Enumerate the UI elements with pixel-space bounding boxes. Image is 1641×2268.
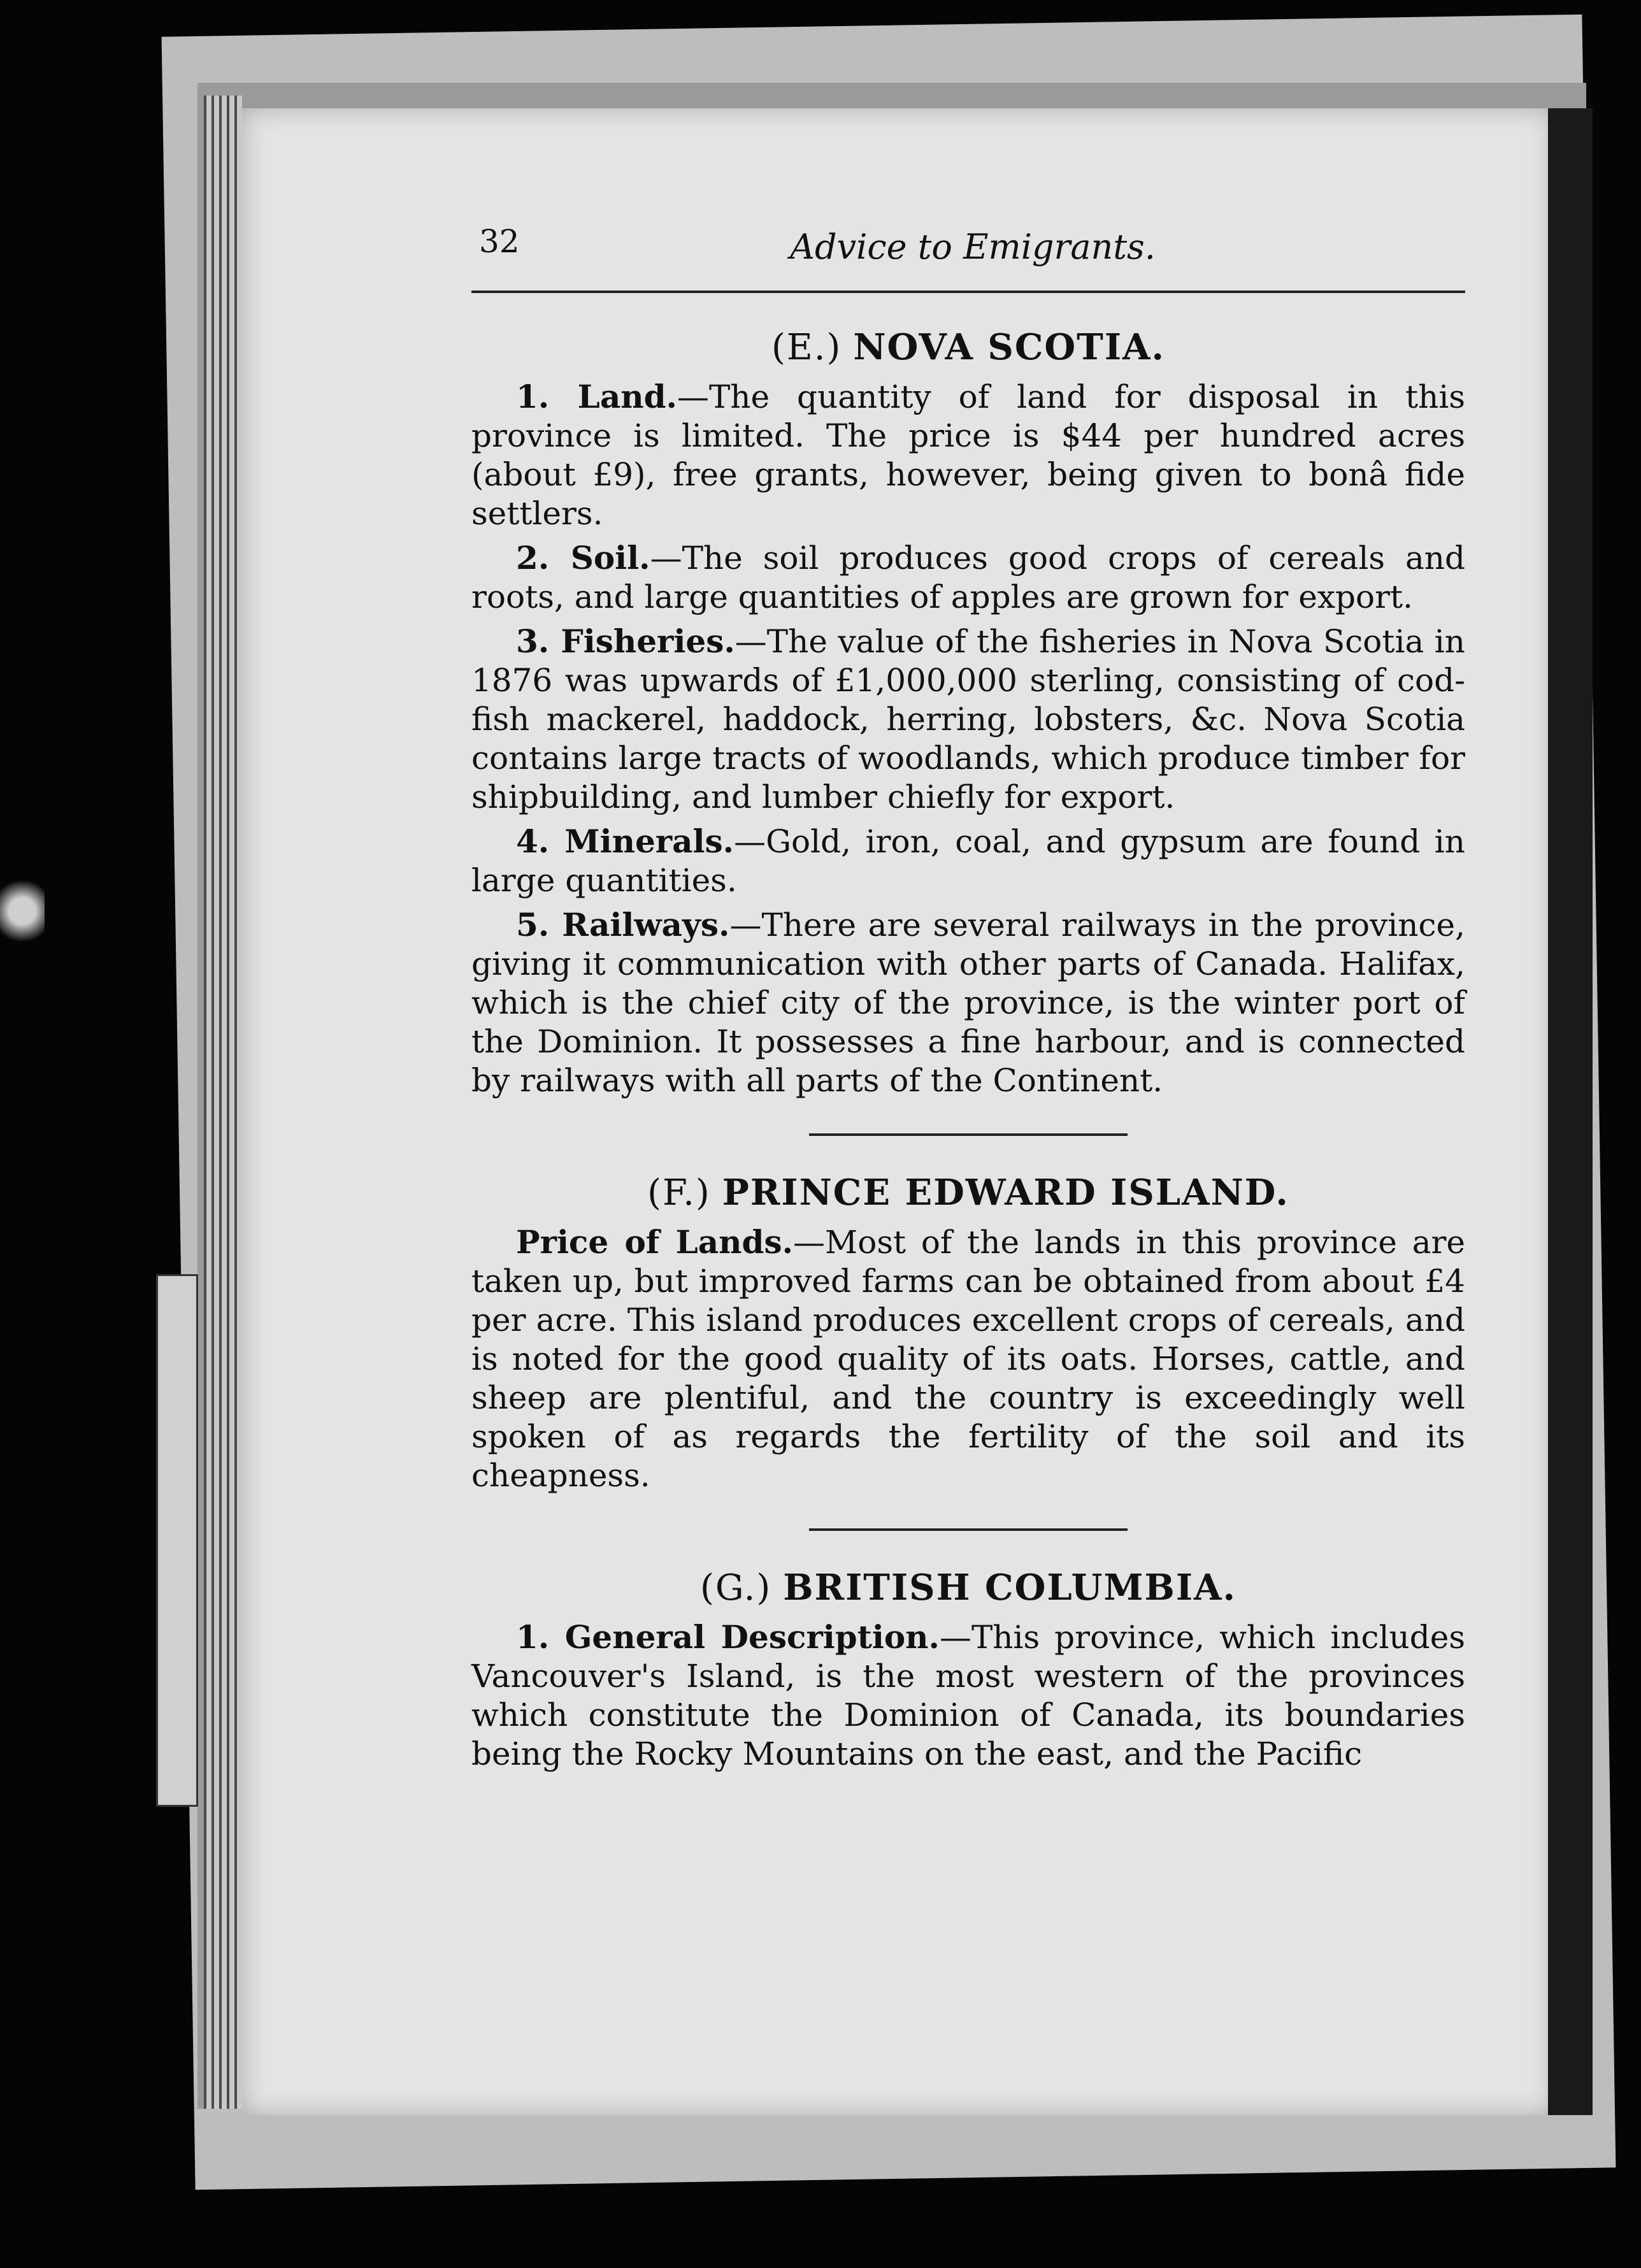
paragraph-text: —This province, which includes Vancouver's Island, is the most western of the provinces which constitute the Dominion of Canada, its boundaries being the Rocky Mountains on the east, and the Pacific — [471, 1619, 1465, 1772]
paper-tab — [156, 1274, 198, 1807]
paragraph-text: —The quantity of land for disposal in this province is limited. The price is $44 per hundred acres (about £9), free grants, however, being given to bonâ fide settlers. — [471, 378, 1465, 532]
paragraph-text: —The soil produces good crops of cereals and roots, and large quantities of apples are grown for export. — [471, 540, 1465, 615]
paragraph-text: —Most of the lands in this province are taken up, but improved farms can be obtained from about £4 per acre. This island produces excellent crops of cereals, and is noted for the good quality of its oats. Horses, cattle, and sheep are plentiful, and the country is exceedingly well spoken of as regards the fertility of the soil and its cheapness. — [471, 1224, 1465, 1494]
page-number: 32 — [479, 223, 520, 260]
paragraph-label: 4. Minerals. — [516, 822, 735, 860]
section-heading-nova-scotia — [471, 326, 1465, 368]
section-title: NOVA SCOTIA. — [853, 326, 1165, 368]
section-divider — [809, 1133, 1128, 1136]
paragraph-soil — [471, 538, 1465, 617]
paragraph-text: —Gold, iron, coal, and gypsum are found in large quantities. — [471, 823, 1465, 899]
paragraph-label: Price of Lands. — [516, 1223, 794, 1261]
section-letter: (F.) — [647, 1172, 711, 1214]
section-letter: (E.) — [771, 327, 842, 368]
paragraph-text: —The value of the fisheries in Nova Scotia in 1876 was upwards of £1,000,000 sterling, consisting of cod-fish mackerel, haddock, herring, lobsters, &c. Nova Scotia contains large tracts of woodlands, which produce timber for shipbuilding, and lumber chiefly for export. — [471, 623, 1465, 815]
paragraph-general-description — [471, 1618, 1465, 1774]
section-letter: (G.) — [700, 1567, 772, 1609]
section-title: PRINCE EDWARD ISLAND. — [722, 1172, 1289, 1214]
paragraph-label: 2. Soil. — [516, 539, 650, 577]
paragraph-label: 1. General Description. — [516, 1618, 940, 1656]
running-title: Advice to Emigrants. — [790, 227, 1156, 267]
paragraph-price-of-lands — [471, 1223, 1465, 1495]
paragraph-text: —There are several railways in the province, giving it communication with other parts of Canada. Halifax, which is the chief city of the province, is the winter port of the Dominion. It possesses a fine harbour, and is connected by railways with all parts of the Continent. — [471, 907, 1465, 1099]
section-heading-british-columbia — [471, 1567, 1465, 1609]
running-head — [471, 223, 1465, 280]
paragraph-label: 1. Land. — [516, 378, 677, 415]
paragraph-label: 3. Fisheries. — [516, 622, 735, 660]
section-title: BRITISH COLUMBIA. — [783, 1567, 1236, 1609]
page-content — [471, 223, 1465, 1774]
section-divider — [809, 1528, 1128, 1531]
page-edges — [204, 96, 242, 2109]
section-heading-prince-edward-island — [471, 1172, 1465, 1214]
header-rule — [471, 291, 1465, 293]
scan-speck — [0, 873, 45, 949]
spine-shadow — [1548, 108, 1593, 2115]
paragraph-land — [471, 377, 1465, 533]
paragraph-fisheries — [471, 622, 1465, 817]
paragraph-railways — [471, 905, 1465, 1100]
paragraph-minerals — [471, 822, 1465, 900]
paragraph-label: 5. Railways. — [516, 906, 730, 944]
